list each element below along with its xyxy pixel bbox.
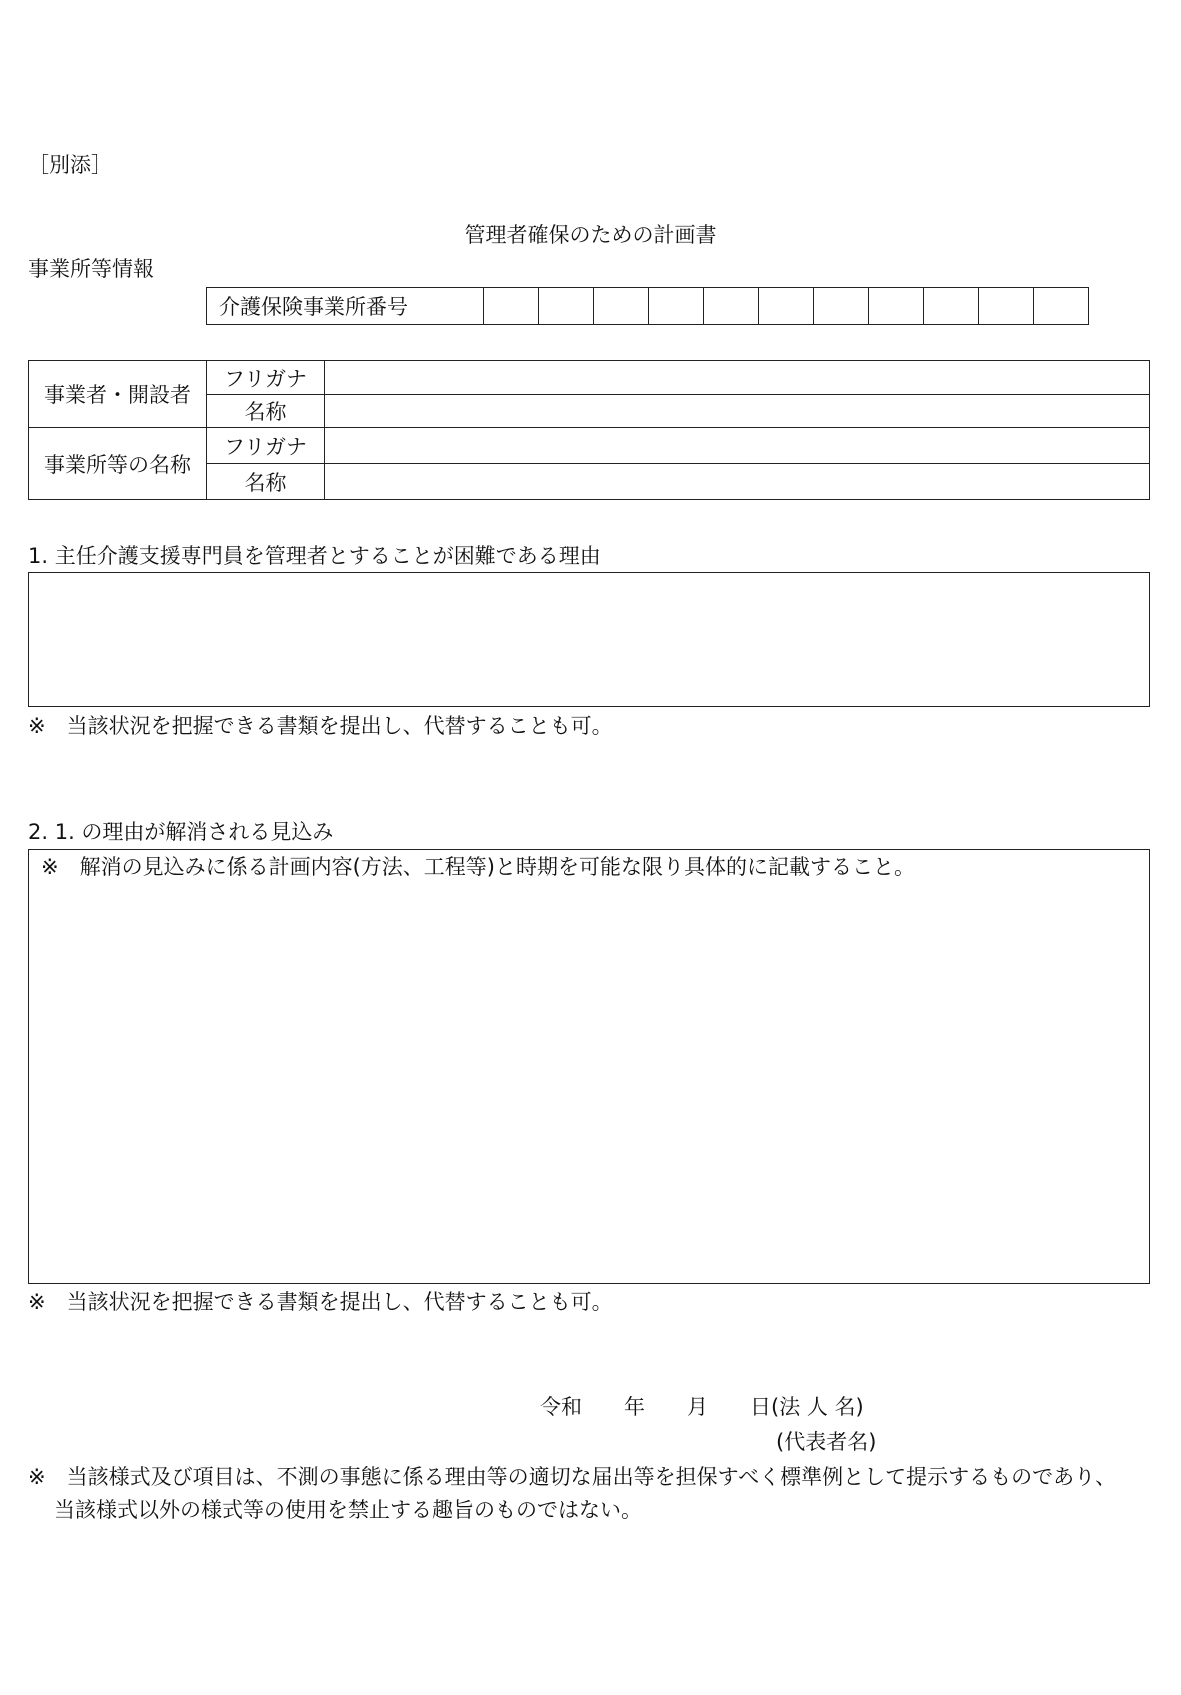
- operator-furigana-field[interactable]: [325, 361, 1150, 395]
- office-furigana-field[interactable]: [325, 428, 1150, 464]
- office-number-digit[interactable]: [759, 288, 814, 325]
- section2-note: ※ 当該状況を把握できる書類を提出し、代替することも可。: [28, 1290, 613, 1314]
- office-number-table: [206, 287, 1089, 325]
- operator-label: 事業者・開設者: [29, 361, 207, 428]
- attachment-label: ［別添］: [28, 153, 112, 177]
- office-number-digit[interactable]: [649, 288, 704, 325]
- section1-note: ※ 当該状況を把握できる書類を提出し、代替することも可。: [28, 714, 613, 738]
- signature-representative: (代表者名): [776, 1430, 877, 1454]
- section2-instruction: ※ 解消の見込みに係る計画内容(方法、工程等)と時期を可能な限り具体的に記載すること。: [41, 855, 915, 879]
- section2-heading: 2. 1. の理由が解消される見込み: [28, 820, 334, 844]
- office-info-label: 事業所等情報: [28, 257, 154, 281]
- operator-name-field[interactable]: [325, 395, 1150, 428]
- office-number-digit[interactable]: [484, 288, 539, 325]
- furigana-label: フリガナ: [207, 361, 325, 395]
- operator-info-table: [28, 360, 1150, 500]
- office-number-digit[interactable]: [1034, 288, 1089, 325]
- furigana-label: フリガナ: [207, 428, 325, 464]
- section1-content-box[interactable]: [28, 572, 1150, 707]
- name-label: 名称: [207, 464, 325, 500]
- office-number-digit[interactable]: [869, 288, 924, 325]
- office-number-digit[interactable]: [704, 288, 759, 325]
- office-number-digit[interactable]: [539, 288, 594, 325]
- office-number-digit[interactable]: [594, 288, 649, 325]
- office-number-label: 介護保険事業所番号: [207, 288, 484, 325]
- office-number-digit[interactable]: [979, 288, 1034, 325]
- name-label: 名称: [207, 395, 325, 428]
- footer-note-line2: 当該様式以外の様式等の使用を禁止する趣旨のものではない。: [54, 1498, 642, 1522]
- page-title: 管理者確保のための計画書: [464, 223, 717, 247]
- office-name-label: 事業所等の名称: [29, 428, 207, 500]
- office-name-field[interactable]: [325, 464, 1150, 500]
- section1-heading: 1. 主任介護支援専門員を管理者とすることが困難である理由: [28, 544, 601, 568]
- footer-note-line1: ※ 当該様式及び項目は、不測の事態に係る理由等の適切な届出等を担保すべく標準例として提示するものであり、: [28, 1465, 1117, 1489]
- signature-date-line: 令和 年 月 日(法 人 名): [540, 1395, 864, 1419]
- section2-content-box[interactable]: [28, 849, 1150, 1284]
- office-number-digit[interactable]: [924, 288, 979, 325]
- office-number-digit[interactable]: [814, 288, 869, 325]
